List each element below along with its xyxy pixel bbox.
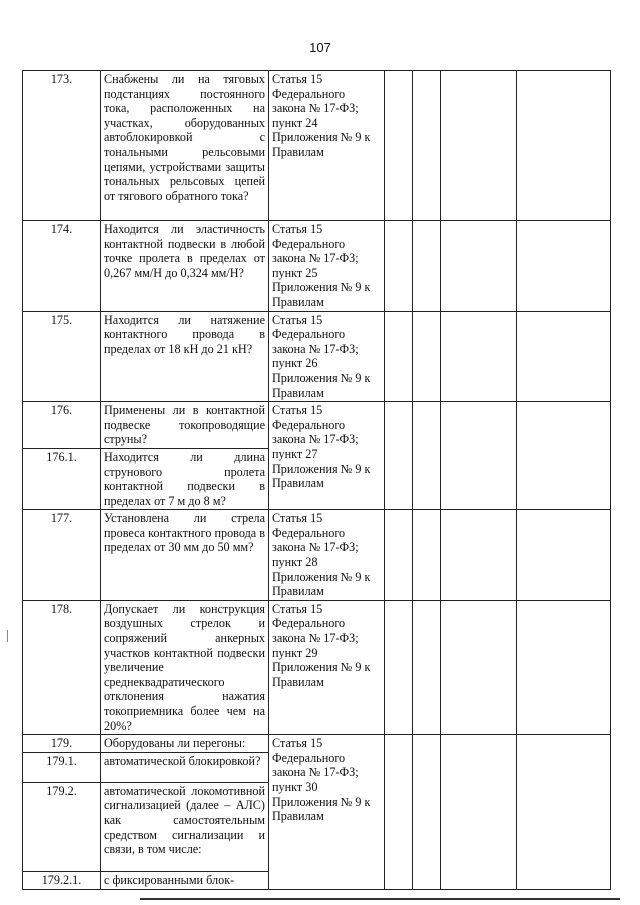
- note-cell: [517, 735, 611, 890]
- page-number: 107: [309, 40, 331, 55]
- answer-no-cell: [413, 600, 441, 734]
- not-applicable-cell: [441, 221, 517, 312]
- table-row: [23, 735, 611, 753]
- note-cell: [517, 221, 611, 312]
- legal-reference: Статья 15 Федерального закона № 17-ФЗ; пункт 25 Приложения № 9 к Правилам: [269, 221, 385, 312]
- table-row: [23, 311, 611, 402]
- answer-no-cell: [413, 71, 441, 221]
- answer-yes-cell: [385, 600, 413, 734]
- row-number: 176.1.: [23, 448, 101, 509]
- table-row: [23, 221, 611, 312]
- answer-yes-cell: [385, 71, 413, 221]
- legal-reference: Статья 15 Федерального закона № 17-ФЗ; пункт 26 Приложения № 9 к Правилам: [269, 311, 385, 402]
- note-cell: [517, 510, 611, 601]
- row-number: 176.: [23, 402, 101, 449]
- not-applicable-cell: [441, 510, 517, 601]
- answer-yes-cell: [385, 402, 413, 510]
- checklist-table: [22, 70, 611, 890]
- row-number: 173.: [23, 71, 101, 221]
- answer-no-cell: [413, 402, 441, 510]
- answer-yes-cell: [385, 735, 413, 890]
- not-applicable-cell: [441, 71, 517, 221]
- answer-yes-cell: [385, 510, 413, 601]
- legal-reference: Статья 15 Федерального закона № 17-ФЗ; пункт 27 Приложения № 9 к Правилам: [269, 402, 385, 510]
- row-number: 177.: [23, 510, 101, 601]
- question-text: Оборудованы ли перегоны:: [101, 735, 269, 753]
- note-cell: [517, 600, 611, 734]
- note-cell: [517, 311, 611, 402]
- answer-yes-cell: [385, 311, 413, 402]
- legal-reference: Статья 15 Федерального закона № 17-ФЗ; пункт 30 Приложения № 9 к Правилам: [269, 735, 385, 890]
- table-row: [23, 71, 611, 221]
- note-cell: [517, 402, 611, 510]
- question-text: автоматической блокировкой?: [101, 752, 269, 782]
- question-text: с фиксированными блок-: [101, 871, 269, 889]
- answer-no-cell: [413, 311, 441, 402]
- margin-mark: [7, 630, 8, 642]
- question-text: Снабжены ли на тяговых подстанциях постоянного тока, расположенных на участках, оборудованных автоблокировкой с тональными рельсовыми цепями, устройствами защиты тональных рельсовых цепей от тягового обратного тока?: [101, 71, 269, 221]
- not-applicable-cell: [441, 311, 517, 402]
- not-applicable-cell: [441, 735, 517, 890]
- legal-reference: Статья 15 Федерального закона № 17-ФЗ; пункт 29 Приложения № 9 к Правилам: [269, 600, 385, 734]
- note-cell: [517, 71, 611, 221]
- row-number: 179.2.1.: [23, 871, 101, 889]
- question-text: Установлена ли стрела провеса контактного провода в пределах от 30 мм до 50 мм?: [101, 510, 269, 601]
- answer-no-cell: [413, 221, 441, 312]
- question-text: Находится ли натяжение контактного провода в пределах от 18 кН до 21 кН?: [101, 311, 269, 402]
- table-row: [23, 510, 611, 601]
- question-text: Применены ли в контактной подвеске токопроводящие струны?: [101, 402, 269, 449]
- answer-no-cell: [413, 735, 441, 890]
- row-number: 179.2.: [23, 782, 101, 871]
- row-number: 175.: [23, 311, 101, 402]
- not-applicable-cell: [441, 600, 517, 734]
- table-row: [23, 600, 611, 734]
- row-number: 174.: [23, 221, 101, 312]
- table-row: [23, 402, 611, 449]
- question-text: Находится ли эластичность контактной подвески в любой точке пролета в пределах от 0,267 мм/Н до 0,324 мм/Н?: [101, 221, 269, 312]
- row-number: 179.: [23, 735, 101, 753]
- row-number: 178.: [23, 600, 101, 734]
- question-text: Допускает ли конструкция воздушных стрелок и сопряжений анкерных участков контактной подвески увеличение среднеквадратического отклонения нажатия токоприемника более чем на 20%?: [101, 600, 269, 734]
- question-text: Находится ли длина струнового пролета контактной подвески в пределах от 7 м до 8 м?: [101, 448, 269, 509]
- row-number: 179.1.: [23, 752, 101, 782]
- legal-reference: Статья 15 Федерального закона № 17-ФЗ; пункт 28 Приложения № 9 к Правилам: [269, 510, 385, 601]
- answer-no-cell: [413, 510, 441, 601]
- not-applicable-cell: [441, 402, 517, 510]
- legal-reference: Статья 15 Федерального закона № 17-ФЗ; пункт 24 Приложения № 9 к Правилам: [269, 71, 385, 221]
- question-text: автоматической локомотивной сигнализацией (далее – АЛС) как самостоятельным средством сигнализации и связи, в том числе:: [101, 782, 269, 871]
- answer-yes-cell: [385, 221, 413, 312]
- page-bottom-rule: [140, 898, 620, 900]
